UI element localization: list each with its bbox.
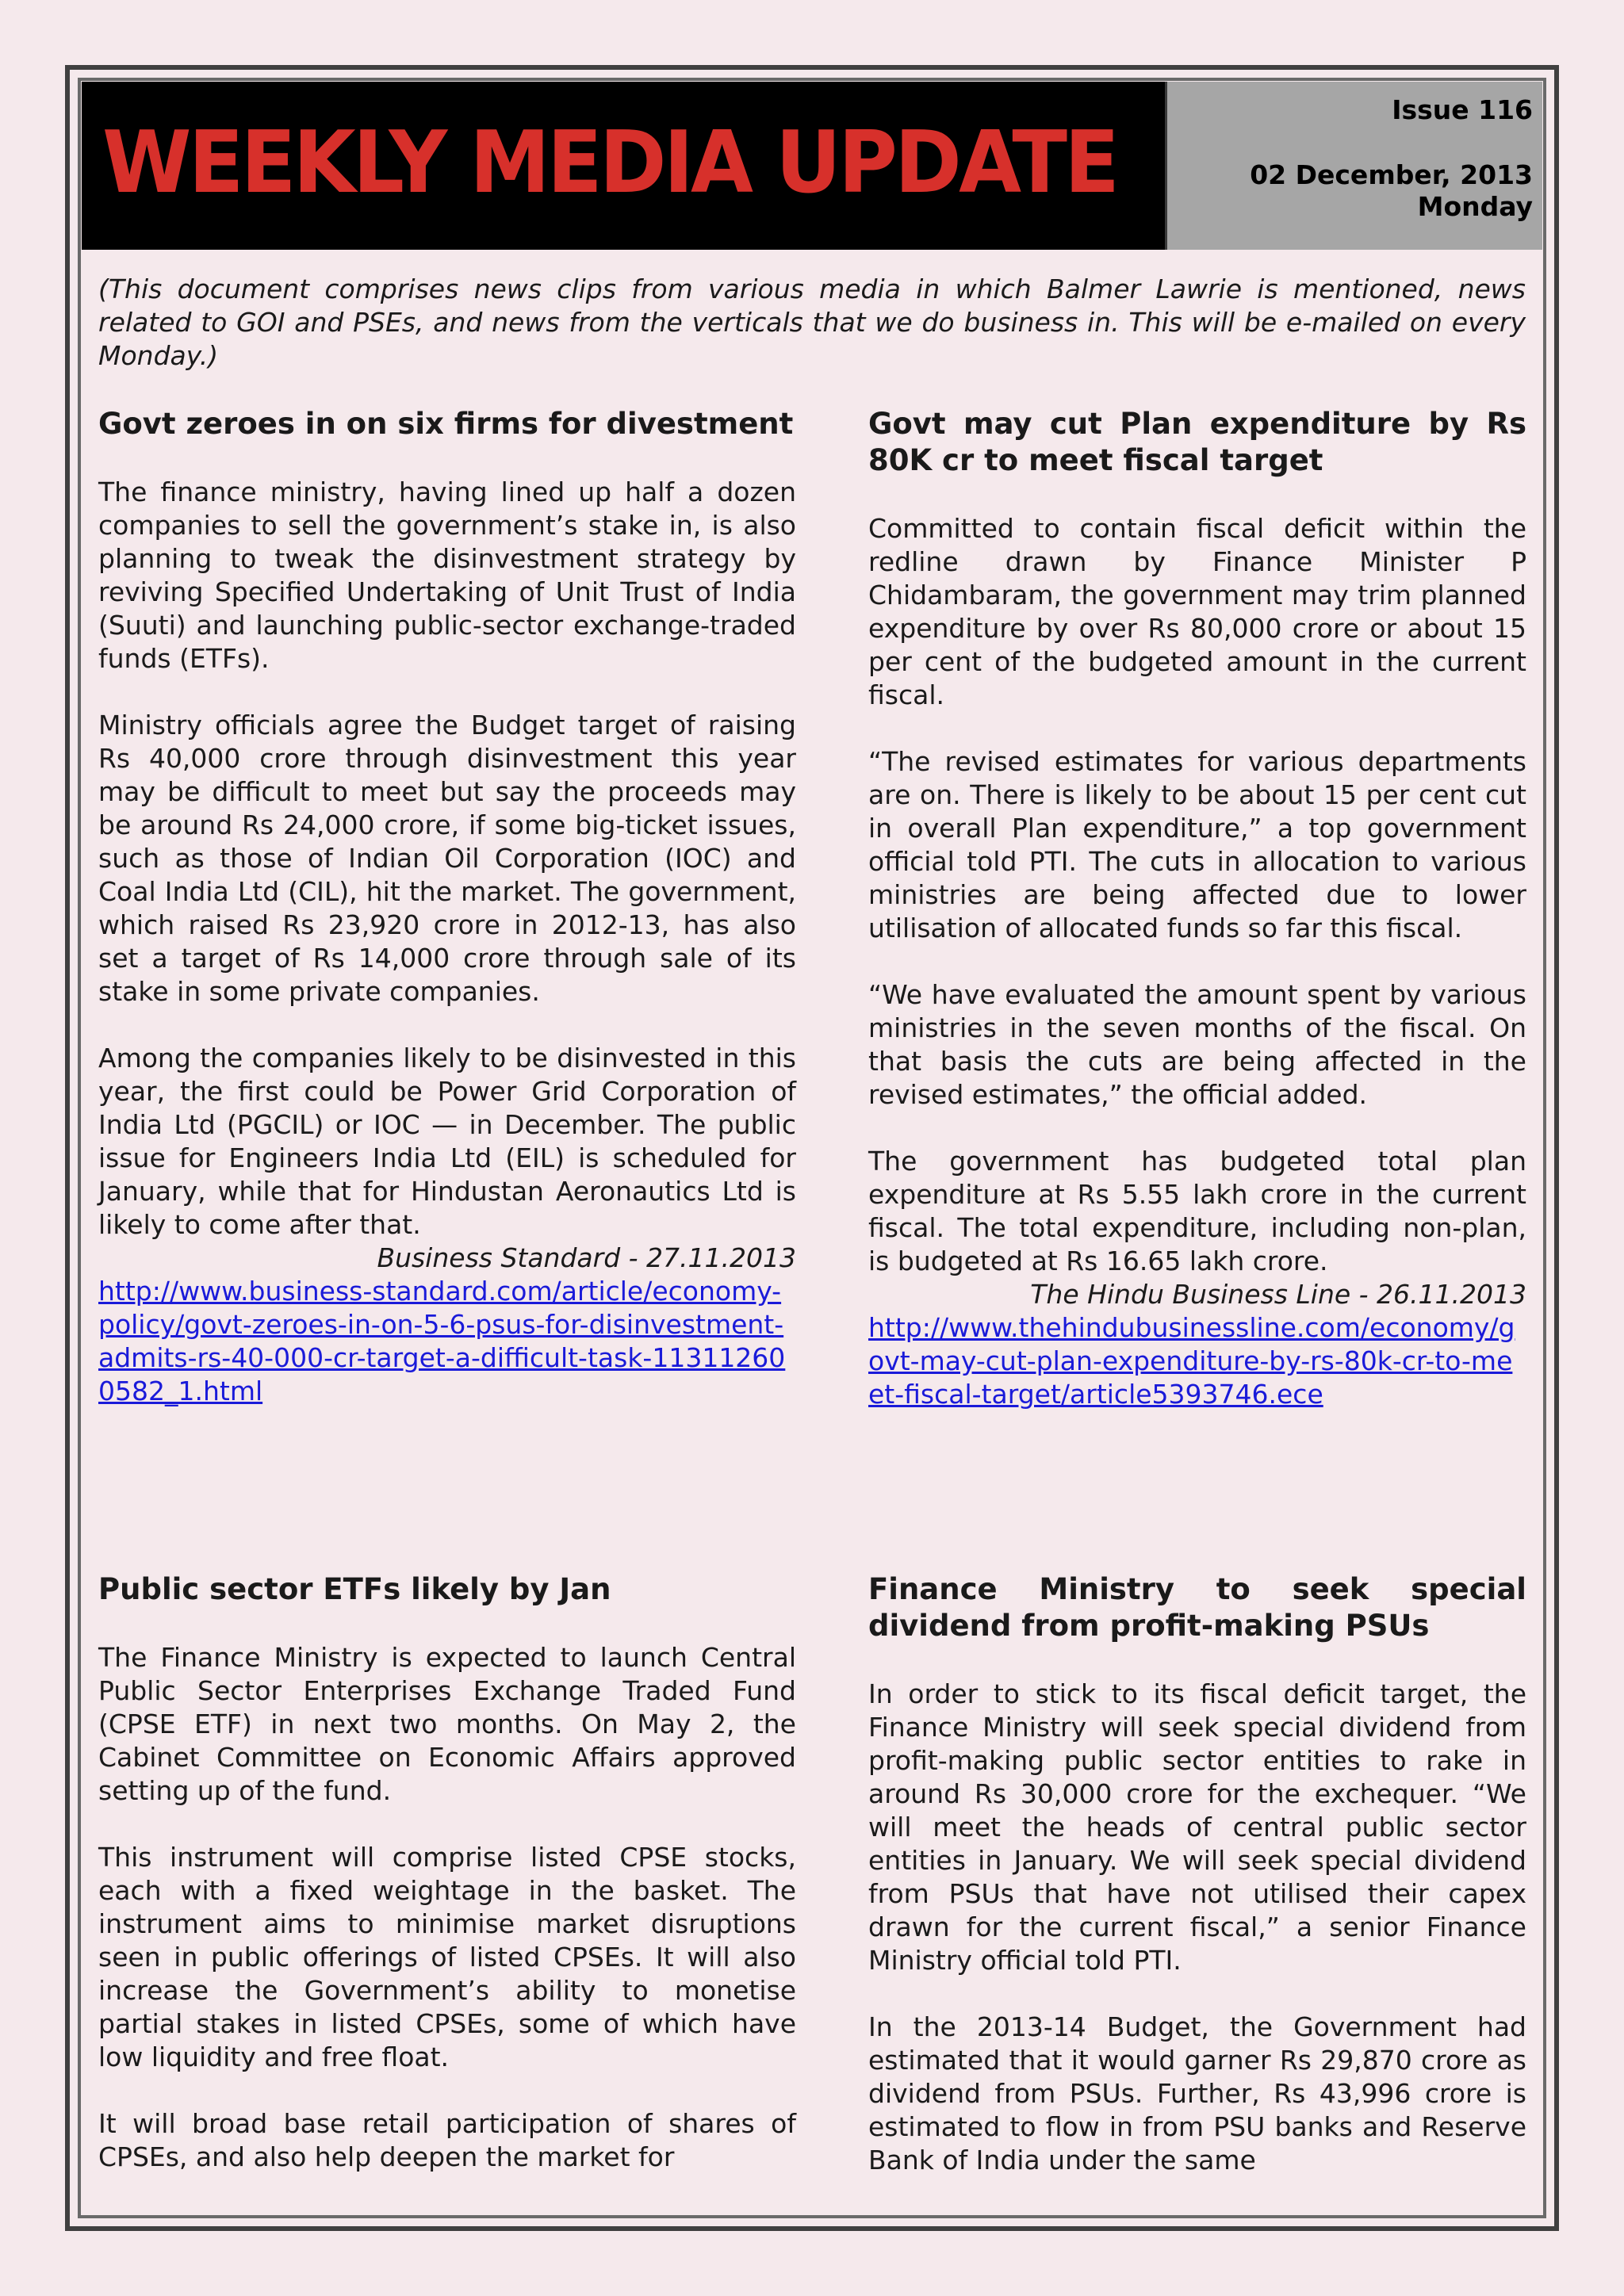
- article-paragraph: “The revised estimates for various departments are on. There is likely to be about 15 per cent cut in overall Plan expenditure,” a top government official told PTI. The cuts in allocation to various ministries are being affected due to lower utilisation of allocated funds so far this fiscal.: [868, 746, 1526, 943]
- article-title: Public sector ETFs likely by Jan: [98, 1572, 611, 1606]
- masthead: [82, 82, 1165, 250]
- article-paragraph: In order to stick to its fiscal deficit target, the Finance Ministry will seek special dividend from profit-making public sector entities to rake in around Rs 30,000 crore for the exchequer. “We will meet the heads of central public sector entities in January. We will seek special dividend from PSUs that have not utilised their capex drawn for the current fiscal,” a senior Finance Ministry official told PTI.: [868, 1678, 1526, 1976]
- intro-text: (This document comprises news clips from various media in which Balmer Lawrie is mentioned, news related to GOI and PSEs, and news from the verticals that we do business in. This will be e-mailed on every Monday.): [98, 274, 1526, 371]
- article-divestment: [98, 406, 796, 1408]
- issue-box: [1165, 82, 1542, 250]
- issue-date-block: [1250, 159, 1533, 223]
- masthead-title: WEEKLY MEDIA UPDATE: [102, 113, 1117, 212]
- article-paragraph: Committed to contain fiscal deficit within the redline drawn by Finance Minister P Chidambaram, the government may trim planned expenditure by over Rs 80,000 crore or about 15 per cent of the budgeted amount in the current fiscal.: [868, 513, 1526, 710]
- article-paragraph: The government has budgeted total plan expenditure at Rs 5.55 lakh crore in the current fiscal. The total expenditure, including non-plan, is budgeted at Rs 16.65 lakh crore.: [868, 1146, 1526, 1276]
- article-paragraph: It will broad base retail participation of shares of CPSEs, and also help deepen the market for: [98, 2108, 796, 2172]
- article-paragraph: Among the companies likely to be disinvested in this year, the first could be Power Grid Corporation of India Ltd (PGCIL) or IOC — in December. The public issue for Engineers India Ltd (EIL) is scheduled for January, while that for Hindustan Aeronautics Ltd is likely to come after that.: [98, 1043, 796, 1240]
- article-link[interactable]: http://www.business-standard.com/article/economy-policy/govt-zeroes-in-on-5-6-psus-for-disinvestment-admits-rs-40-000-cr-target-a-difficult-task-113112600582_1.html: [98, 1276, 786, 1406]
- article-source: Business Standard - 27.11.2013: [377, 1242, 796, 1273]
- article-paragraph: The finance ministry, having lined up half a dozen companies to sell the government’s stake in, is also planning to tweak the disinvestment strategy by reviving Specified Undertaking of Unit Trust of India (Suuti) and launching public-sector exchange-traded funds (ETFs).: [98, 476, 796, 674]
- article-source: The Hindu Business Line - 26.11.2013: [1030, 1279, 1526, 1310]
- article-title: Govt may cut Plan expenditure by Rs 80K cr to meet fiscal target: [868, 407, 1526, 477]
- article-title: Govt zeroes in on six firms for divestment: [98, 407, 794, 441]
- article-paragraph: “We have evaluated the amount spent by various ministries in the seven months of the fiscal. On that basis the cuts are being affected in the revised estimates,” the official added.: [868, 979, 1526, 1110]
- article-paragraph: This instrument will comprise listed CPSE stocks, each with a fixed weightage in the basket. The instrument aims to minimise market disruptions seen in public offerings of listed CPSEs. It will also increase the Government’s ability to monetise partial stakes in listed CPSEs, some of which have low liquidity and free float.: [98, 1842, 796, 2072]
- article-paragraph: Ministry officials agree the Budget target of raising Rs 40,000 crore through disinvestment this year may be difficult to meet but say the proceeds may be around Rs 24,000 crore, if some big-ticket issues, such as those of Indian Oil Corporation (IOC) and Coal India Ltd (CIL), hit the market. The government, which raised Rs 23,920 crore in 2012-13, has also set a target of Rs 14,000 crore through sale of its stake in some private companies.: [98, 710, 796, 1007]
- issue-number: Issue 116: [1392, 94, 1533, 125]
- article-special-dividend: [868, 1571, 1526, 2177]
- article-public-sector-etfs: [98, 1571, 796, 2174]
- article-link[interactable]: http://www.thehindubusinessline.com/economy/govt-may-cut-plan-expenditure-by-rs-80k-cr-to-meet-fiscal-target/article5393746.ece: [868, 1312, 1515, 1410]
- article-paragraph: The Finance Ministry is expected to launch Central Public Sector Enterprises Exchange Traded Fund (CPSE ETF) in next two months. On May 2, the Cabinet Committee on Economic Affairs approved setting up of the fund.: [98, 1642, 796, 1806]
- article-paragraph: In the 2013-14 Budget, the Government had estimated that it would garner Rs 29,870 crore as dividend from PSUs. Further, Rs 43,996 crore is estimated to flow in from PSU banks and Reserve Bank of India under the same: [868, 2011, 1526, 2175]
- issue-date: 02 December, 2013: [1250, 159, 1533, 190]
- article-title: Finance Ministry to seek special dividend from profit-making PSUs: [868, 1572, 1526, 1643]
- article-plan-expenditure: [868, 406, 1526, 1411]
- issue-day: Monday: [1417, 191, 1533, 222]
